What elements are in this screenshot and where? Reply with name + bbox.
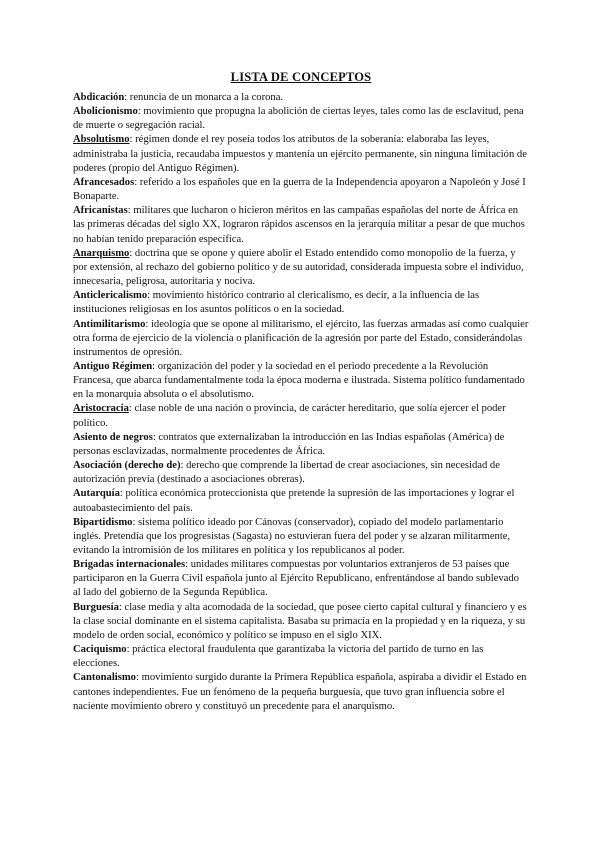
concept-entry (73, 601, 529, 643)
concept-term: Afrancesados (73, 176, 135, 188)
concept-definition: : política económica proteccionista que pretende la supresión de las importaciones y lograr el autoabastecimiento del país. (73, 488, 515, 514)
concept-definition: : movimiento histórico contrario al clericalismo, es decir, a la influencia de las instituciones religiosas en los asuntos políticos o en la sociedad. (73, 290, 480, 316)
concept-definition: : clase noble de una nación o provincia, de carácter hereditario, que solía ejercer el poder político. (73, 403, 506, 429)
concept-definition: : renuncia de un monarca a la corona. (124, 92, 284, 103)
concept-definition: : movimiento surgido durante la Primera República española, aspiraba a dividir el Estado en cantones independientes. Fue un fenómeno de la pequeña burguesía, que tuvo gran influencia sobre el naciente movimiento obrero y constituyó un precedente para el anarquismo. (73, 672, 527, 712)
concept-definition: : movimiento que propugna la abolición de ciertas leyes, tales como las de esclavitud, pena de muerte o segregación racial. (73, 106, 524, 132)
concept-term: Brigadas internacionales (73, 559, 186, 571)
concept-entry (73, 431, 529, 459)
concept-definition: : clase media y alta acomodada de la sociedad, que posee cierto capital cultural y financiero y es la clase social dominante en el sistema capitalista. Basaba su primacía en la propiedad y en la riqueza, y su modelo de orden social, económico y político se impuso en el siglo XIX. (73, 601, 527, 641)
document-page (73, 70, 529, 714)
concept-list (73, 91, 529, 714)
concept-definition: : régimen donde el rey poseía todos los atributos de la soberanía: elaboraba las leyes, administraba la justicia, recaudaba impuestos y mantenía un ejército permanente, sin ninguna limitación de poderes (propio del Antiguo Régimen). (73, 134, 527, 174)
concept-entry (73, 105, 529, 133)
concept-term: Africanistas (73, 205, 128, 217)
concept-definition: : organización del poder y la sociedad en el periodo precedente a la Revolución Francesa, que abarca fundamentalmente toda la época moderna e ilustrada. Sistema político fundamentado en la monarquía absoluta o el absolutismo. (73, 360, 525, 401)
concept-term: Abolicionismo (73, 106, 138, 118)
concept-entry (73, 91, 529, 105)
concept-entry (73, 671, 529, 713)
concept-definition: : contratos que externalizaban la introducción en las Indias españolas (América) de personas esclavizadas, normalmente procedentes de África. (73, 431, 505, 457)
concept-entry (73, 360, 529, 402)
concept-definition: : militares que lucharon o hicieron méritos en las campañas españolas del norte de África en las primeras décadas del siglo XX, lograron rápidos ascensos en la jerarquía militar a pesar de que muchos no habían tenido preparación específica. (73, 205, 525, 245)
concept-entry (73, 247, 529, 289)
concept-term: Asiento de negros (73, 431, 153, 443)
concept-definition: : referido a los españoles que en la guerra de la Independencia apoyaron a Napoleón y José I Bonaparte. (73, 176, 526, 203)
concept-term: Asociación (derecho de) (73, 460, 181, 472)
concept-entry (73, 459, 529, 487)
concept-entry (73, 133, 529, 175)
concept-term: Antimilitarismo (73, 318, 146, 330)
concept-term: Antiguo Régimen (73, 360, 153, 372)
concept-definition: : derecho que comprende la libertad de crear asociaciones, sin necesidad de autorización previa (destinado a asociaciones obreras). (73, 460, 500, 486)
document-title: LISTA DE CONCEPTOS (230, 70, 372, 84)
concept-term: Autarquía (73, 488, 120, 500)
concept-term: Anticlericalismo (73, 290, 148, 302)
concept-entry (73, 204, 529, 246)
concept-definition: : unidades militares compuestas por voluntarios extranjeros de 53 países que participaron en la Guerra Civil española junto al Ejército Republicano, enfrentándose al bando sublevado al lado del gobierno de la Segunda República. (73, 559, 519, 599)
concept-term: Bipartidismo (73, 516, 133, 528)
concept-definition: : práctica electoral fraudulenta que garantizaba la victoria del partido de turno en las elecciones. (73, 644, 484, 670)
concept-entry (73, 558, 529, 600)
concept-term: Burguesía (73, 601, 119, 613)
concept-term: Anarquismo (73, 247, 130, 259)
concept-entry (73, 402, 529, 430)
concept-term: Absolutismo (73, 134, 130, 146)
concept-entry (73, 516, 529, 558)
concept-definition: : doctrina que se opone y quiere abolir el Estado entendido como monopolio de la fuerza, y por extensión, al rechazo del gobierno político y de su autoridad, considerada impuesta sobre el individuo, innecesaria, peligrosa, autoritaria y nociva. (73, 247, 524, 288)
concept-entry (73, 318, 529, 360)
concept-term: Caciquismo (73, 644, 127, 656)
concept-term: Cantonalismo (73, 672, 136, 684)
concept-entry (73, 487, 529, 515)
concept-entry (73, 176, 529, 204)
concept-entry (73, 643, 529, 671)
concept-term: Abdicación (73, 92, 125, 103)
concept-term: Aristocracia (73, 403, 129, 415)
concept-definition: : ideología que se opone al militarismo, el ejército, las fuerzas armadas así como cualquier otra forma de ejercicio de la violencia o planificación de la agresión por parte del Estado, considerándolas instrumentos de opresión. (73, 318, 529, 358)
concept-entry (73, 289, 529, 317)
concept-definition: : sistema político ideado por Cánovas (conservador), copiado del modelo parlamentario inglés. Pretendía que los progresistas (Sagasta) no estuvieran fuera del poder y se alzaran militarmente, evitando la intromisión de los militares en política y los republicanos al poder. (73, 516, 511, 556)
